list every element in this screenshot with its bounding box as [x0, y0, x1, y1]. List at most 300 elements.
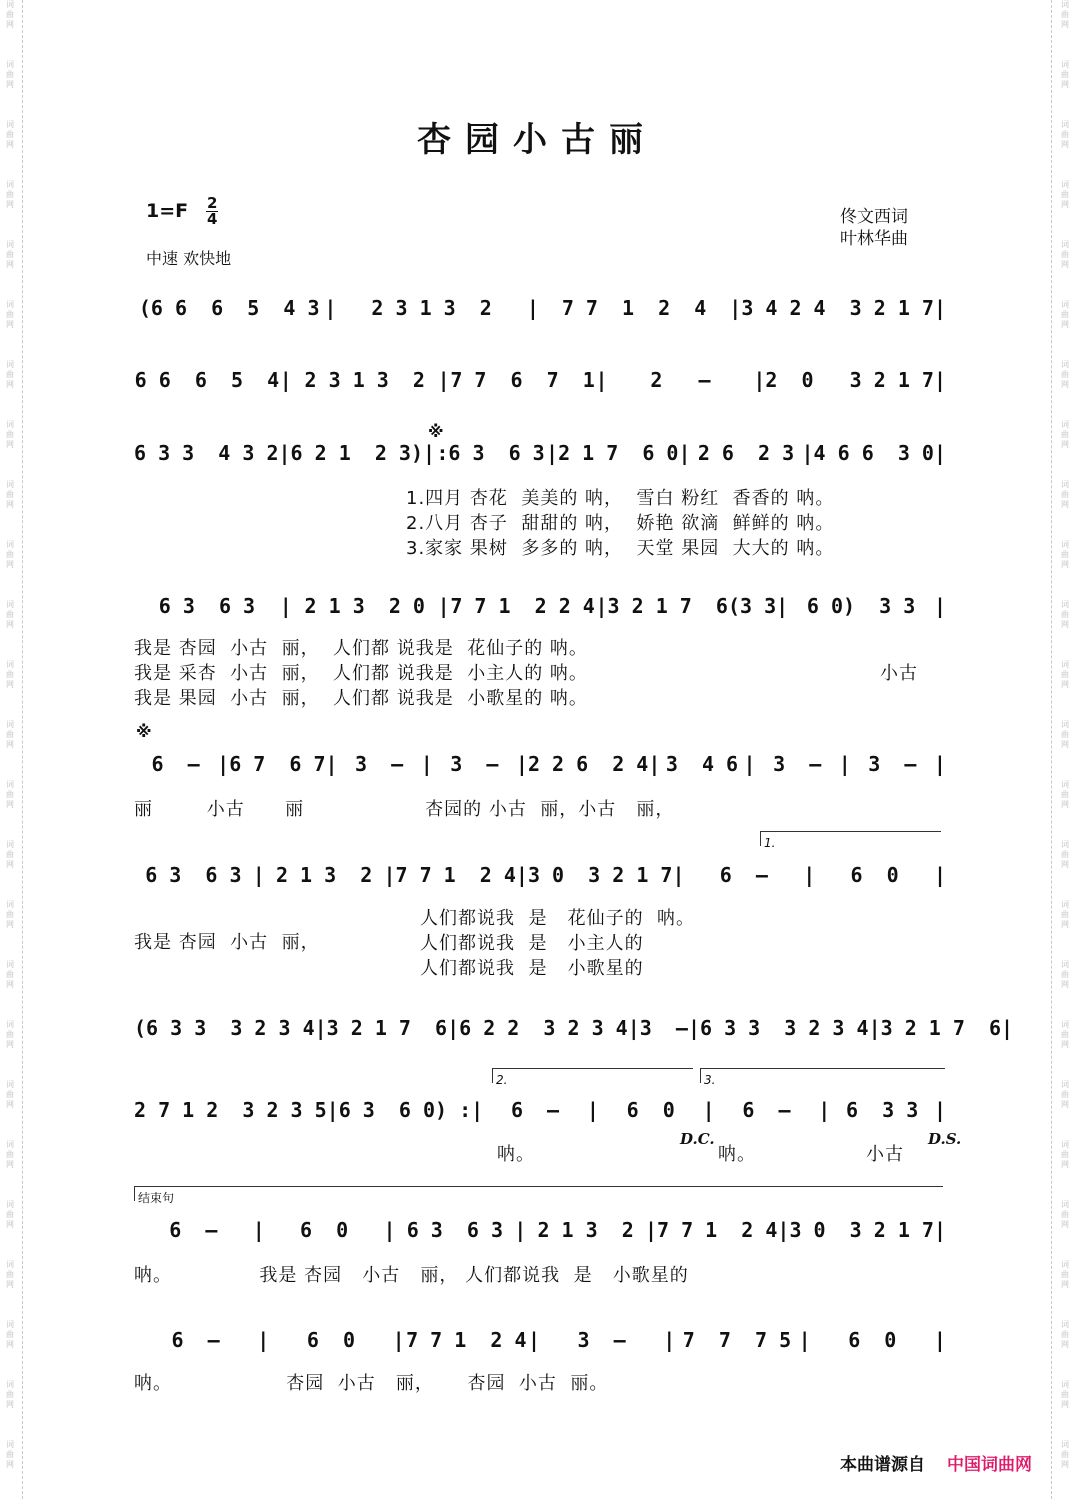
watermark-char: 曲: [6, 850, 14, 859]
watermark-char: 曲: [6, 1090, 14, 1099]
watermark-gap: [3, 30, 17, 60]
measure: 3 –: [773, 752, 822, 776]
barline: |: [420, 752, 433, 776]
watermark-char: 词: [6, 900, 14, 909]
watermark-char: 网: [1061, 1280, 1069, 1289]
barline: |: [447, 1016, 460, 1040]
measure: 6 0: [626, 1098, 675, 1122]
song-title: 杏园小古丽: [417, 120, 657, 160]
watermark-char: 网: [6, 620, 14, 629]
watermark-char: 网: [6, 920, 14, 929]
watermark-char: 曲: [1061, 910, 1069, 919]
watermark-char: 词: [6, 240, 14, 249]
measure: 6 –: [171, 1328, 220, 1352]
barline-end: |: [933, 1328, 946, 1352]
lyric-row6-b: 人们都说我 是 小主人的: [420, 933, 644, 954]
measure: 3 –: [868, 752, 917, 776]
measure: 6 3 3 3 2 3 4: [699, 1016, 869, 1040]
watermark-gap: [3, 450, 17, 480]
measure: 6 0: [306, 1328, 356, 1352]
barline: |: [687, 1016, 700, 1040]
watermark-char: 网: [1061, 920, 1069, 929]
watermark-char: 曲: [1061, 490, 1069, 499]
watermark-column-right: [1058, 0, 1072, 1500]
watermark-char: 词: [6, 1320, 14, 1329]
barline-end: |: [933, 1218, 947, 1242]
watermark-char: 曲: [6, 670, 14, 679]
measure: 6 7 6 7: [229, 752, 326, 776]
lyricist-credit: 佟文西词: [840, 207, 908, 227]
watermark-char: 网: [1061, 800, 1069, 809]
footer-text: 本曲谱源自: [840, 1455, 925, 1475]
watermark-char: 词: [1061, 960, 1069, 969]
measure: 6 –: [510, 1098, 560, 1122]
watermark-gap: [1058, 1110, 1072, 1140]
right-border: [1051, 0, 1053, 1499]
barline: |: [777, 1218, 790, 1242]
barline-end: |: [933, 594, 946, 618]
watermark-gap: [1058, 1230, 1072, 1260]
watermark-char: 词: [6, 540, 14, 549]
barline-end: |: [933, 368, 946, 392]
watermark-char: 词: [6, 360, 14, 369]
watermark-char: 曲: [1061, 250, 1069, 259]
watermark-char: 词: [6, 720, 14, 729]
watermark-char: 曲: [6, 490, 14, 499]
measure: 2 6 2 3: [697, 441, 795, 465]
time-signature: [206, 196, 218, 227]
watermark-char: 网: [6, 500, 14, 509]
measure: 2 1 7 6 0: [558, 441, 679, 465]
watermark-char: 曲: [1061, 1030, 1069, 1039]
watermark-char: 网: [6, 1160, 14, 1169]
watermark-char: 网: [6, 680, 14, 689]
barline: |: [743, 752, 756, 776]
barline: |: [801, 441, 814, 465]
watermark-char: 曲: [1061, 190, 1069, 199]
measure: (6 3 3 3 2 3 4: [134, 1016, 315, 1040]
measure: 3 –: [577, 1328, 626, 1352]
watermark-char: 网: [6, 1040, 14, 1049]
barline: |: [818, 1098, 831, 1122]
watermark-char: 网: [1061, 1160, 1069, 1169]
watermark-char: 曲: [1061, 310, 1069, 319]
watermark-gap: [1058, 270, 1072, 300]
measure: 3 4 2 4 3 2 1 7: [741, 296, 934, 320]
coda-label: 结束句: [138, 1191, 175, 1205]
watermark-gap: [3, 750, 17, 780]
score-row-1: [134, 296, 946, 320]
score-row-6: [134, 863, 946, 887]
watermark-char: 曲: [1061, 850, 1069, 859]
measure: 6 3 3: [846, 1098, 919, 1122]
watermark-gap: [1058, 1470, 1072, 1500]
watermark-gap: [1058, 1350, 1072, 1380]
watermark-char: 词: [6, 780, 14, 789]
lyric-row4-a: 我是 杏园 小古 丽， 人们都 说我是 花仙子的 呐。: [134, 638, 588, 659]
lyric-row5: 丽 小古 丽 杏园的 小古 丽，小古 丽，: [134, 799, 675, 820]
watermark-char: 曲: [6, 730, 14, 739]
watermark-gap: [3, 1470, 17, 1500]
barline: |: [753, 368, 766, 392]
watermark-char: 网: [1061, 1100, 1069, 1109]
watermark-char: 网: [6, 1400, 14, 1409]
watermark-gap: [1058, 210, 1072, 240]
barline: |: [326, 1098, 339, 1122]
barline-end: |: [933, 441, 947, 465]
watermark-gap: [3, 690, 17, 720]
watermark-char: 词: [1061, 780, 1069, 789]
measure: 6 –: [742, 1098, 791, 1122]
watermark-char: 词: [1061, 300, 1069, 309]
watermark-char: 曲: [6, 910, 14, 919]
watermark-char: 词: [1061, 600, 1069, 609]
watermark-gap: [1058, 510, 1072, 540]
lyric-row6-a: 人们都说我 是 花仙子的 呐。: [420, 908, 696, 929]
watermark-char: 曲: [1061, 1090, 1069, 1099]
watermark-column-left: [3, 0, 17, 1500]
watermark-char: 词: [1061, 120, 1069, 129]
barline: |: [437, 368, 450, 392]
measure: 3 0 3 2 1 7: [527, 863, 673, 887]
measure: (6 6 6 5 4 3: [138, 296, 320, 320]
score-row-10: [134, 1328, 946, 1352]
watermark-char: 词: [1061, 1200, 1069, 1209]
footer-brand: 中国词曲网: [947, 1455, 1032, 1475]
watermark-gap: [1058, 810, 1072, 840]
lyric-verse-2: 2.八月 杏子 甜甜的 呐， 娇艳 欲滴 鲜鲜的 呐。: [406, 513, 835, 534]
lyric-verse-1: 1.四月 杏花 美美的 呐， 雪白 粉红 香香的 呐。: [406, 488, 835, 509]
watermark-char: 词: [1061, 1440, 1069, 1449]
watermark-char: 曲: [1061, 790, 1069, 799]
ending-1-label: 1.: [764, 836, 776, 850]
watermark-gap: [3, 1350, 17, 1380]
measure: 2 1 3 2: [537, 1218, 634, 1242]
watermark-gap: [3, 630, 17, 660]
source-footer: [840, 1450, 1032, 1475]
watermark-char: 曲: [1061, 970, 1069, 979]
barline: |: [838, 752, 851, 776]
watermark-char: 网: [1061, 620, 1069, 629]
measure: 6 0: [300, 1218, 349, 1242]
measure: 6 6 6 5 4: [134, 368, 280, 392]
watermark-gap: [1058, 330, 1072, 360]
time-bottom: 4: [207, 210, 218, 228]
score-row-5: [134, 752, 946, 776]
watermark-char: 网: [1061, 500, 1069, 509]
watermark-char: 曲: [1061, 130, 1069, 139]
measure: 7 7 1 2 4: [395, 863, 516, 887]
measure: 6 3 6 0) :: [338, 1098, 472, 1122]
lyric-row9: 呐。 我是 杏园 小古 丽， 人们都说我 是 小歌星的: [134, 1265, 689, 1286]
measure: 2 3 1 3 2: [371, 296, 492, 320]
lyric-row6-c: 人们都说我 是 小歌星的: [420, 958, 644, 979]
watermark-char: 曲: [1061, 550, 1069, 559]
segno-mark-1: ※: [428, 422, 444, 441]
watermark-char: 词: [6, 1260, 14, 1269]
watermark-gap: [3, 390, 17, 420]
barline: |: [514, 1218, 527, 1242]
barline: |: [325, 752, 338, 776]
watermark-char: 词: [6, 840, 14, 849]
watermark-char: 词: [1061, 480, 1069, 489]
measure: 2 3 1 3 2: [304, 368, 425, 392]
measure: 6 3 3 4 3 2: [134, 441, 279, 465]
barline: |: [776, 594, 789, 618]
watermark-char: 曲: [6, 1390, 14, 1399]
key-signature: 1=F: [146, 200, 189, 222]
measure: 2 1 3 2 0: [304, 594, 425, 618]
barline: |: [527, 1328, 540, 1352]
ds-mark: D.S.: [928, 1130, 962, 1148]
watermark-char: 曲: [6, 1270, 14, 1279]
watermark-char: 网: [6, 320, 14, 329]
time-top: 2: [207, 194, 218, 212]
watermark-gap: [3, 330, 17, 360]
watermark-char: 曲: [6, 1330, 14, 1339]
watermark-char: 曲: [1061, 1450, 1069, 1459]
lyric-row4-d: 小古: [880, 663, 918, 684]
barline: |: [437, 594, 450, 618]
watermark-gap: [3, 510, 17, 540]
barline: |: [546, 441, 559, 465]
dc-mark: D.C.: [680, 1130, 715, 1148]
barline: |: [515, 863, 528, 887]
measure: 2 1 3 2: [275, 863, 373, 887]
measure: 2 7 1 2 3 2 3 5: [134, 1098, 327, 1122]
watermark-char: 词: [6, 1020, 14, 1029]
barline: |: [868, 1016, 881, 1040]
left-border: [22, 0, 24, 1499]
watermark-char: 网: [1061, 1040, 1069, 1049]
watermark-gap: [1058, 1170, 1072, 1200]
barline-end: |: [933, 296, 947, 320]
barline-end: |: [933, 863, 947, 887]
watermark-char: 网: [1061, 560, 1069, 569]
watermark-char: 网: [1061, 860, 1069, 869]
watermark-gap: [3, 1290, 17, 1320]
watermark-char: 曲: [1061, 70, 1069, 79]
watermark-char: 词: [6, 0, 14, 9]
watermark-char: 曲: [1061, 1330, 1069, 1339]
watermark-char: 网: [1061, 740, 1069, 749]
watermark-char: 词: [6, 1380, 14, 1389]
measure: 7 7 6 7 1: [450, 368, 595, 392]
lyric-row10: 呐。 杏园 小古 丽， 杏园 小古 丽。: [134, 1373, 609, 1394]
watermark-gap: [3, 930, 17, 960]
watermark-char: 曲: [1061, 430, 1069, 439]
watermark-char: 词: [6, 60, 14, 69]
ending-bracket-3: [700, 1068, 945, 1087]
ending-3-label: 3.: [704, 1073, 716, 1087]
barline: |: [663, 1328, 676, 1352]
barline: |: [678, 441, 691, 465]
watermark-gap: [3, 810, 17, 840]
watermark-char: 曲: [6, 1030, 14, 1039]
measure: 6 0: [850, 863, 899, 887]
watermark-gap: [1058, 930, 1072, 960]
watermark-char: 词: [1061, 180, 1069, 189]
measure: 2 2 6 2 4: [527, 752, 649, 776]
watermark-char: 网: [1061, 1220, 1069, 1229]
watermark-char: 词: [1061, 60, 1069, 69]
watermark-gap: [1058, 870, 1072, 900]
barline: |: [526, 296, 539, 320]
watermark-char: 曲: [1061, 1390, 1069, 1399]
watermark-char: 网: [6, 1340, 14, 1349]
watermark-char: 网: [1061, 440, 1069, 449]
score-row-3: [134, 441, 946, 465]
score-row-8: [134, 1098, 946, 1122]
watermark-char: 网: [6, 140, 14, 149]
watermark-char: 曲: [6, 1210, 14, 1219]
coda-bracket: [134, 1186, 943, 1205]
watermark-char: 词: [6, 1200, 14, 1209]
watermark-gap: [3, 570, 17, 600]
watermark-char: 网: [1061, 260, 1069, 269]
watermark-char: 网: [1061, 980, 1069, 989]
measure: 3 –: [639, 1016, 688, 1040]
watermark-gap: [1058, 390, 1072, 420]
watermark-char: 词: [6, 1080, 14, 1089]
barline: |: [648, 752, 661, 776]
watermark-char: 曲: [6, 610, 14, 619]
watermark-gap: [3, 1410, 17, 1440]
barline: |: [279, 368, 292, 392]
watermark-char: 网: [6, 980, 14, 989]
watermark-char: 曲: [6, 70, 14, 79]
watermark-char: 词: [6, 660, 14, 669]
watermark-char: 曲: [6, 430, 14, 439]
barline: |: [278, 441, 291, 465]
barline-end: |: [1001, 1016, 1014, 1040]
watermark-char: 曲: [1061, 730, 1069, 739]
measure: 3 –: [355, 752, 404, 776]
watermark-char: 词: [6, 600, 14, 609]
barline: |: [279, 594, 292, 618]
watermark-gap: [3, 1050, 17, 1080]
measure: 6 –: [719, 863, 768, 887]
watermark-char: 网: [1061, 80, 1069, 89]
barline-end: |: [933, 1098, 947, 1122]
watermark-gap: [3, 870, 17, 900]
watermark-char: 词: [6, 300, 14, 309]
watermark-gap: [1058, 1410, 1072, 1440]
measure: 3 2 1 7 6: [326, 1016, 448, 1040]
watermark-gap: [1058, 990, 1072, 1020]
barline: |: [672, 863, 685, 887]
barline: |: [257, 1328, 270, 1352]
watermark-char: 曲: [6, 310, 14, 319]
barline: |: [383, 1218, 396, 1242]
watermark-char: 词: [1061, 1020, 1069, 1029]
barline: |: [324, 296, 337, 320]
barline: |: [798, 1328, 811, 1352]
watermark-char: 网: [1061, 380, 1069, 389]
barline: |: [595, 368, 608, 392]
watermark-char: 网: [6, 560, 14, 569]
score-row-2: [134, 368, 946, 392]
watermark-char: 曲: [1061, 670, 1069, 679]
barline: |: [471, 1098, 484, 1122]
barline: |: [586, 1098, 599, 1122]
barline: |: [423, 441, 436, 465]
measure: 6 0) 3 3: [806, 594, 916, 618]
watermark-char: 网: [1061, 1340, 1069, 1349]
composer-credit: 叶林华曲: [840, 229, 908, 249]
watermark-gap: [3, 990, 17, 1020]
measure: 7 7 1 2 4: [406, 1328, 527, 1352]
watermark-gap: [1058, 1050, 1072, 1080]
measure: 7 7 1 2 2 4: [450, 594, 595, 618]
score-row-4: [134, 594, 946, 618]
watermark-char: 曲: [6, 1450, 14, 1459]
watermark-char: 曲: [6, 790, 14, 799]
watermark-char: 曲: [6, 550, 14, 559]
watermark-char: 网: [1061, 1400, 1069, 1409]
watermark-char: 网: [6, 1220, 14, 1229]
watermark-gap: [1058, 630, 1072, 660]
ending-bracket-2: [492, 1068, 693, 1087]
watermark-char: 词: [6, 120, 14, 129]
measure: :6 3 6 3: [436, 441, 545, 465]
watermark-gap: [1058, 1290, 1072, 1320]
barline: |: [252, 1218, 265, 1242]
barline: |: [803, 863, 816, 887]
barline: |: [702, 1098, 715, 1122]
watermark-char: 词: [1061, 660, 1069, 669]
watermark-char: 网: [1061, 140, 1069, 149]
watermark-char: 曲: [6, 190, 14, 199]
watermark-gap: [1058, 750, 1072, 780]
barline: |: [217, 752, 230, 776]
measure: 7 7 7 5: [682, 1328, 792, 1352]
watermark-char: 网: [6, 80, 14, 89]
watermark-gap: [1058, 30, 1072, 60]
watermark-char: 网: [1061, 320, 1069, 329]
watermark-char: 词: [6, 960, 14, 969]
watermark-gap: [3, 210, 17, 240]
watermark-char: 网: [6, 440, 14, 449]
watermark-char: 词: [1061, 1140, 1069, 1149]
watermark-char: 曲: [1061, 610, 1069, 619]
watermark-char: 网: [6, 20, 14, 29]
measure: 6 2 1 2 3): [290, 441, 423, 465]
watermark-char: 词: [6, 420, 14, 429]
watermark-char: 词: [1061, 360, 1069, 369]
watermark-char: 网: [6, 1100, 14, 1109]
barline: |: [595, 594, 608, 618]
watermark-char: 曲: [6, 970, 14, 979]
watermark-gap: [3, 1170, 17, 1200]
watermark-gap: [1058, 570, 1072, 600]
barline: |: [314, 1016, 327, 1040]
watermark-char: 网: [6, 380, 14, 389]
barline: |: [627, 1016, 640, 1040]
watermark-char: 曲: [1061, 1150, 1069, 1159]
measure: 7 7 1 2 4: [657, 1218, 778, 1242]
watermark-char: 词: [6, 180, 14, 189]
barline: |: [644, 1218, 657, 1242]
watermark-char: 词: [1061, 720, 1069, 729]
watermark-char: 网: [1061, 680, 1069, 689]
watermark-char: 网: [6, 860, 14, 869]
measure: 6 3 6 3: [145, 863, 242, 887]
watermark-char: 词: [1061, 240, 1069, 249]
watermark-char: 词: [1061, 1260, 1069, 1269]
measure: 2 0 3 2 1 7: [765, 368, 934, 392]
watermark-gap: [3, 270, 17, 300]
